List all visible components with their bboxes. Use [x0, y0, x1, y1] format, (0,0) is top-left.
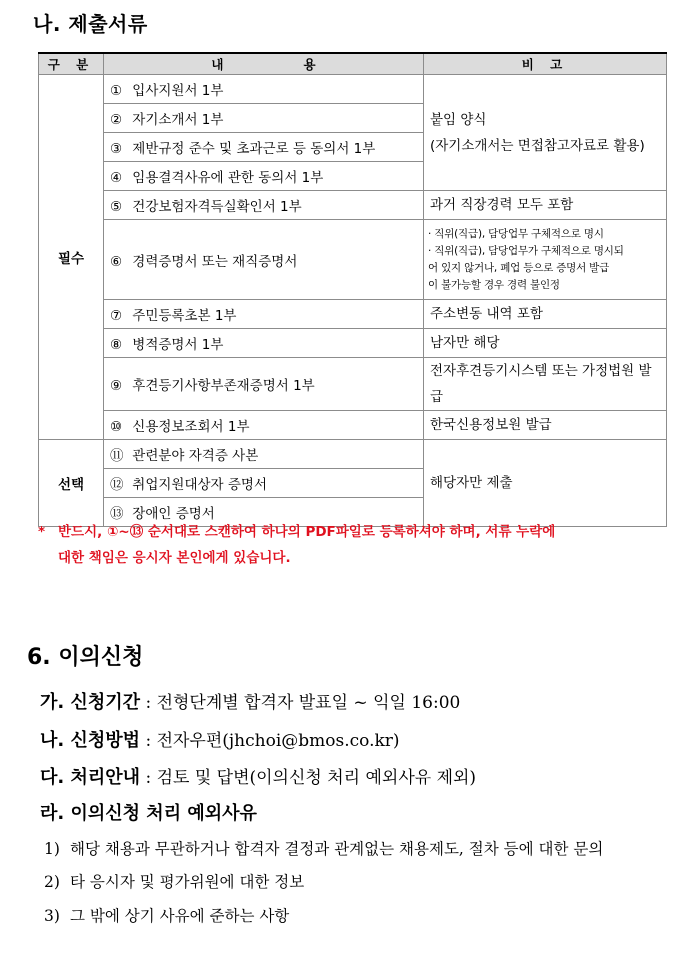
- item-number: ②: [110, 112, 123, 128]
- doc-item: [104, 358, 424, 411]
- item-number: ⑨: [110, 378, 123, 394]
- exception-index: 2): [44, 873, 60, 891]
- note-line: · 직위(직급), 담당업무 구체적으로 명시: [428, 227, 604, 240]
- item-label: 관련분야 자격증 사본: [132, 448, 259, 464]
- doc-item: [104, 300, 424, 329]
- header-content-1: 내: [211, 57, 224, 72]
- doc-item: [104, 75, 424, 104]
- item-number: ⑥: [110, 253, 123, 270]
- item-label: 주민등록초본 1부: [132, 308, 237, 324]
- note-cell: 주소변동 내역 포함: [424, 300, 667, 329]
- note-cell: 한국신용정보원 발급: [424, 411, 667, 440]
- table-row: [39, 300, 667, 329]
- item-label: 후견등기사항부존재증명서 1부: [132, 378, 315, 394]
- note-attached-form: [424, 75, 667, 191]
- item-label: 자기소개서 1부: [132, 112, 224, 128]
- item-label: 건강보험자격득실확인서 1부: [132, 199, 302, 215]
- header-category: 구 분: [39, 53, 104, 75]
- doc-item: [104, 220, 424, 300]
- note-cell: 과거 직장경력 모두 포함: [424, 191, 667, 220]
- item-number: ⑬: [110, 506, 124, 522]
- appeal-exceptions-heading: [40, 799, 257, 825]
- warning-line-1: [38, 519, 678, 545]
- appeal-process: [40, 763, 476, 789]
- item-label: 경력증명서 또는 재직증명서: [132, 253, 298, 270]
- appeal-text: : 검토 및 답변(이의신청 처리 예외사유 제외): [140, 768, 477, 788]
- doc-item: [104, 133, 424, 162]
- item-number: ①: [110, 83, 123, 99]
- header-content: [104, 53, 424, 75]
- exception-item: [44, 837, 603, 859]
- item-label: 신용정보조회서 1부: [132, 419, 250, 435]
- exception-index: 3): [44, 907, 60, 925]
- item-number: ⑪: [110, 448, 124, 464]
- note-line: 이 불가능할 경우 경력 불인정: [428, 278, 560, 291]
- table-row: [39, 75, 667, 104]
- item-number: ③: [110, 141, 123, 157]
- note-line: · 직위(직급), 담당업무가 구체적으로 명시되: [428, 244, 624, 257]
- item-label: 병적증명서 1부: [132, 337, 224, 353]
- doc-item: [104, 162, 424, 191]
- appeal-title: 6. 이의신청: [27, 645, 144, 670]
- note-optional: 해당자만 제출: [424, 440, 667, 527]
- exception-text: 해당 채용과 무관하거나 합격자 결정과 관계없는 채용제도, 절차 등에 대한 문의: [70, 840, 604, 858]
- item-number: ⑫: [110, 477, 124, 493]
- header-remarks: 비 고: [424, 53, 667, 75]
- doc-item: [104, 411, 424, 440]
- documents-table: [38, 52, 667, 527]
- category-required: 필수: [39, 75, 104, 440]
- appeal-text: : 전형단계별 합격자 발표일 ~ 익일 16:00: [140, 693, 461, 713]
- table-row: [39, 358, 667, 411]
- exception-item: [44, 870, 304, 892]
- item-number: ⑤: [110, 199, 123, 215]
- table-row: [39, 411, 667, 440]
- note-line: (자기소개서는 면접참고자료로 활용): [430, 137, 645, 154]
- category-optional: 선택: [39, 440, 104, 527]
- warning-note: [38, 519, 678, 571]
- appeal-label: 라. 이의신청 처리 예외사유: [40, 803, 257, 824]
- table-header-row: [39, 53, 667, 75]
- appeal-label: 나. 신청방법: [40, 730, 141, 751]
- item-number: ⑦: [110, 308, 123, 324]
- table-row: [39, 191, 667, 220]
- doc-item: [104, 191, 424, 220]
- exception-index: 1): [44, 840, 60, 858]
- item-label: 입사지원서 1부: [132, 83, 224, 99]
- appeal-label: 가. 신청기간: [40, 692, 141, 713]
- item-label: 제반규정 준수 및 초과근로 등 동의서 1부: [132, 141, 376, 157]
- section-title: 나. 제출서류: [33, 12, 148, 36]
- exception-item: [44, 904, 289, 926]
- header-content-2: 용: [303, 57, 316, 72]
- appeal-label: 다. 처리안내: [40, 767, 141, 788]
- note-cell: 전자후견등기시스템 또는 가정법원 발급: [424, 358, 667, 411]
- appeal-method: [40, 726, 400, 752]
- table-row: [39, 220, 667, 300]
- appeal-period: [40, 688, 460, 714]
- item-label: 장애인 증명서: [132, 506, 215, 522]
- table-row: [39, 329, 667, 358]
- exception-text: 그 밖에 상기 사유에 준하는 사항: [70, 907, 290, 925]
- doc-item: [104, 329, 424, 358]
- doc-item: [104, 440, 424, 469]
- item-number: ⑩: [110, 419, 123, 435]
- table-row: [39, 440, 667, 469]
- item-label: 취업지원대상자 증명서: [132, 477, 267, 493]
- doc-item: [104, 104, 424, 133]
- item-label: 임용결격사유에 관한 동의서 1부: [132, 170, 324, 186]
- doc-item: [104, 469, 424, 498]
- asterisk-icon: *: [38, 524, 46, 540]
- warning-text: 반드시, ①~⑬ 순서대로 스캔하여 하나의 PDF파일로 등록하셔야 하며, 서류 누락에: [58, 524, 556, 540]
- note-line: 어 있지 않거나, 폐업 등으로 증명서 발급: [428, 261, 610, 274]
- item-number: ⑧: [110, 337, 123, 353]
- note-cell: 남자만 해당: [424, 329, 667, 358]
- exception-text: 타 응시자 및 평가위원에 대한 정보: [70, 873, 305, 891]
- warning-line-2: 대한 책임은 응시자 본인에게 있습니다.: [58, 550, 291, 566]
- item-number: ④: [110, 170, 123, 186]
- note-career: [424, 220, 667, 300]
- note-line: 붙임 양식: [430, 111, 487, 128]
- appeal-text: : 전자우편(jhchoi@bmos.co.kr): [140, 731, 400, 751]
